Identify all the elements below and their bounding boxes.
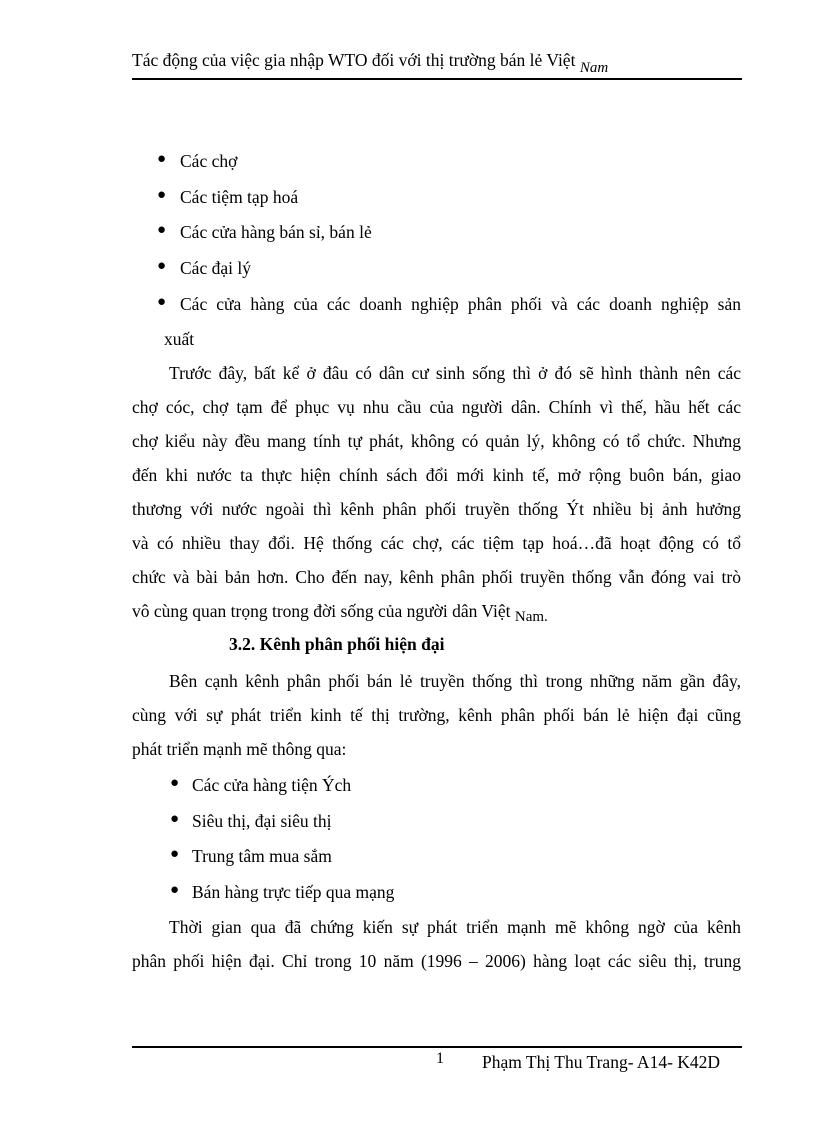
paragraph-line: cùng với sự phát triển kinh tế thị trường, kênh phân phối bán lẻ hiện đại cũng — [132, 705, 741, 725]
footer-author: Phạm Thị Thu Trang- A14- K42D — [482, 1052, 721, 1072]
paragraph — [132, 356, 741, 628]
paragraph — [132, 664, 741, 766]
paragraph-line: đến khi nước ta thực hiện chính sách đổi mới kinh tế, mở rộng buôn bán, giao — [132, 465, 741, 485]
paragraph — [132, 910, 741, 978]
page-number: 1 — [436, 1050, 444, 1067]
paragraph-line: Bên cạnh kênh phân phối bán lẻ truyền thống thì trong những năm gần đây, — [169, 671, 741, 691]
list-item: ● Siêu thị, đại siêu thị — [170, 811, 332, 831]
paragraph-line: Trước đây, bất kể ở đâu có dân cư sinh sống thì ở đó sẽ hình thành nên các — [169, 363, 741, 383]
list-item: ● Trung tâm mua sắm — [170, 846, 332, 866]
header-title: Tác động của việc gia nhập WTO đối với thị trường bán lẻ Việt Nam — [132, 50, 609, 76]
paragraph-line: phân phối hiện đại. Chỉ trong 10 năm (1996 – 2006) hàng loạt các siêu thị, trung — [132, 951, 741, 971]
list-item: ● Các cửa hàng bán sỉ, bán lẻ — [157, 222, 372, 242]
list-item: ● Bán hàng trực tiếp qua mạng — [170, 882, 395, 902]
paragraph-line: phát triển mạnh mẽ thông qua: — [132, 739, 347, 759]
paragraph-line: vô cùng quan trọng trong đời sống của người dân Việt Nam. — [132, 601, 548, 625]
footer-divider — [132, 1046, 742, 1048]
paragraph-line: chức và bài bản hơn. Cho đến nay, kênh phân phối truyền thống vẫn đóng vai trò — [132, 567, 741, 587]
paragraph-line: Thời gian qua đã chứng kiến sự phát triển mạnh mẽ không ngờ của kênh — [169, 917, 741, 937]
paragraph-line: và có nhiều thay đổi. Hệ thống các chợ, các tiệm tạp hoá…đã hoạt động có tổ — [132, 533, 741, 553]
list-item: ● Các tiệm tạp hoá — [157, 187, 299, 207]
list-item: ● Các đại lý — [157, 258, 251, 278]
running-header — [132, 48, 742, 80]
section-heading: 3.2. Kênh phân phối hiện đại — [229, 634, 445, 654]
paragraph-line: thương với nước ngoài thì kênh phân phối truyền thống Ýt nhiều bị ảnh hưởng — [132, 499, 741, 519]
list-item-continuation: xuất — [164, 329, 195, 349]
paragraph-tail: Nam. — [514, 609, 548, 625]
list-item: ● Các chợ — [157, 151, 238, 171]
paragraph-line: chợ cóc, chợ tạm để phục vụ nhu cầu của người dân. Chính vì thế, hầu hết các — [132, 397, 741, 417]
list-item: ● Các cửa hàng của các doanh nghiệp phân phối và các doanh nghiệp sản — [157, 294, 741, 314]
paragraph-line: chợ kiểu này đều mang tính tự phát, không có quản lý, không có tổ chức. Nhưng — [132, 431, 741, 451]
header-title-tail: Nam — [579, 60, 609, 76]
list-item: ● Các cửa hàng tiện Ých — [170, 775, 352, 795]
